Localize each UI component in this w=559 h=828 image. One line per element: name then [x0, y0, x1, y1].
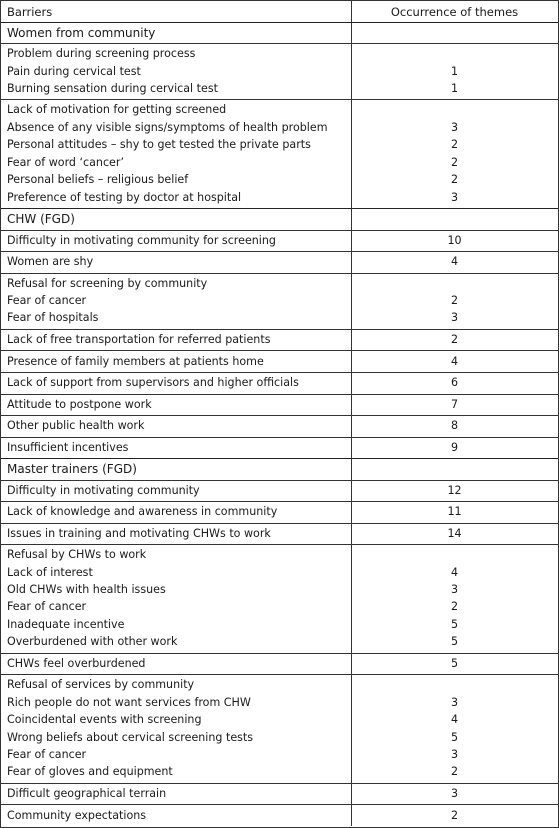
occurrence-value: 5 — [450, 730, 459, 744]
barrier-label: Personal attitudes – shy to get tested the private parts — [7, 138, 311, 152]
table-row — [1, 251, 558, 273]
occurrence-value: 14 — [447, 526, 462, 540]
occurrence-value: 2 — [450, 333, 459, 346]
barrier-label: Problem during screening process — [7, 47, 196, 61]
barrier-label: Pain during cervical test — [7, 64, 141, 78]
occurrence-value: 1 — [450, 64, 459, 78]
section-label: CHW (FGD) — [7, 212, 75, 227]
occurrence-value: 9 — [450, 440, 459, 454]
barrier-label: Fear of cancer — [7, 748, 87, 762]
table-row — [1, 437, 558, 459]
barrier-label: Coincidental events with screening — [7, 713, 202, 727]
table-row — [1, 372, 558, 394]
table-row — [1, 480, 558, 502]
barrier-label: Old CHWs with health issues — [7, 583, 166, 597]
table-row — [1, 783, 558, 805]
header-barriers: Barriers — [7, 5, 53, 20]
occurrence-value: 8 — [450, 419, 459, 433]
barrier-label: Difficulty in motivating community for screening — [7, 233, 276, 247]
barrier-label: CHWs feel overburdened — [7, 656, 146, 670]
occurrence-value: 4 — [450, 565, 459, 579]
barrier-label: Fear of cancer — [7, 294, 87, 308]
table-row — [1, 99, 558, 208]
barrier-label: Difficult geographical terrain — [7, 787, 167, 800]
barrier-label: Refusal of services by community — [7, 678, 195, 692]
occurrence-value: 3 — [450, 787, 459, 800]
barrier-label: Lack of support from supervisors and higher officials — [7, 376, 299, 390]
occurrence-value: 5 — [450, 635, 459, 649]
occurrence-value: 3 — [450, 120, 459, 134]
occurrence-value: 2 — [450, 173, 459, 187]
occurrence-value: 2 — [450, 765, 459, 779]
barrier-label: Insufficient incentives — [7, 440, 129, 454]
table-row — [1, 43, 558, 99]
barrier-label: Inadequate incentive — [7, 617, 125, 631]
table-row — [1, 415, 558, 437]
barrier-label: Absence of any visible signs/symptoms of health problem — [7, 120, 328, 134]
barrier-label: Attitude to postpone work — [7, 397, 152, 411]
table-row — [1, 350, 558, 372]
occurrence-value: 2 — [450, 808, 459, 822]
barrier-label: Fear of cancer — [7, 600, 87, 614]
occurrence-value: 3 — [450, 695, 459, 709]
section-row — [1, 208, 558, 230]
occurrence-value: 5 — [450, 617, 459, 631]
barrier-label: Lack of motivation for getting screened — [7, 103, 227, 117]
occurrence-value: 3 — [450, 311, 459, 325]
barrier-label: Wrong beliefs about cervical screening tests — [7, 730, 254, 744]
barrier-label: Fear of hospitals — [7, 311, 99, 325]
barrier-label: Issues in training and motivating CHWs to work — [7, 526, 271, 540]
barrier-label: Other public health work — [7, 419, 145, 433]
section-row — [1, 458, 558, 480]
occurrence-value: 2 — [450, 600, 459, 614]
barrier-label: Rich people do not want services from CHW — [7, 695, 251, 709]
barrier-label: Burning sensation during cervical test — [7, 81, 218, 95]
column-divider — [351, 209, 352, 230]
header-occurrence: Occurrence of themes — [390, 5, 519, 20]
section-row — [1, 22, 558, 44]
table-row — [1, 230, 558, 252]
occurrence-value: 7 — [450, 397, 459, 411]
barrier-label: Community expectations — [7, 808, 147, 822]
table-row — [1, 329, 558, 351]
barrier-label: Lack of free transportation for referred patients — [7, 333, 271, 346]
table-row — [1, 501, 558, 523]
table-row — [1, 804, 558, 826]
table-row — [1, 394, 558, 416]
table-header — [1, 0, 558, 22]
column-divider — [351, 23, 352, 44]
section-label: Women from community — [7, 25, 156, 40]
occurrence-value: 4 — [450, 713, 459, 727]
occurrence-value: 6 — [450, 376, 459, 390]
table-row — [1, 544, 558, 653]
occurrence-value: 4 — [450, 255, 459, 269]
barrier-label: Women are shy — [7, 255, 94, 269]
occurrence-value: 1 — [450, 81, 459, 95]
occurrence-value: 3 — [450, 190, 459, 204]
table-row — [1, 273, 558, 329]
barrier-label: Refusal by CHWs to work — [7, 548, 147, 562]
barrier-label: Fear of word ‘cancer’ — [7, 155, 124, 169]
barrier-label: Difficulty in motivating community — [7, 483, 200, 497]
barrier-label: Presence of family members at patients home — [7, 354, 264, 368]
occurrence-value: 10 — [447, 233, 462, 247]
occurrence-value: 11 — [447, 505, 462, 519]
occurrence-value: 3 — [450, 583, 459, 597]
occurrence-value: 12 — [447, 483, 462, 497]
occurrence-value: 4 — [450, 354, 459, 368]
occurrence-value: 5 — [450, 656, 459, 670]
barrier-label: Lack of knowledge and awareness in community — [7, 505, 278, 519]
barrier-label: Fear of gloves and equipment — [7, 765, 173, 779]
occurrence-value: 3 — [450, 748, 459, 762]
column-divider — [351, 459, 352, 480]
table-row — [1, 653, 558, 675]
table-row — [1, 523, 558, 545]
barrier-label: Preference of testing by doctor at hospital — [7, 190, 242, 204]
occurrence-value: 2 — [450, 294, 459, 308]
section-label: Master trainers (FGD) — [7, 462, 137, 477]
table-row — [1, 674, 558, 783]
barrier-label: Personal beliefs – religious belief — [7, 173, 189, 187]
barrier-label: Overburdened with other work — [7, 635, 178, 649]
occurrence-value: 2 — [450, 138, 459, 152]
barrier-label: Refusal for screening by community — [7, 276, 208, 290]
barrier-label: Lack of interest — [7, 565, 93, 579]
occurrence-value: 2 — [450, 155, 459, 169]
